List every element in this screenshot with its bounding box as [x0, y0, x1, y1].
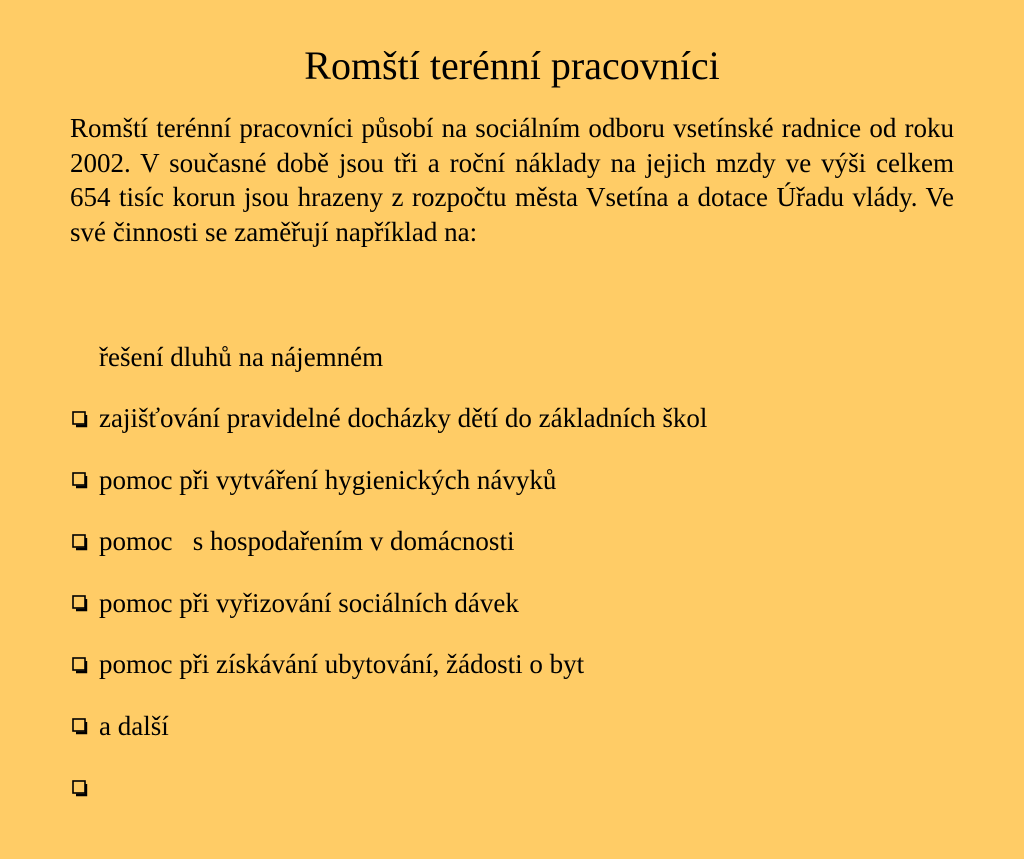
list-item	[70, 647, 954, 683]
hollow-square-bullet-icon	[72, 410, 89, 427]
intro-paragraph: Romští terénní pracovníci působí na sociálním odboru vsetínské radnice od roku 2002. V současné době jsou tři a roční náklady na jejich mzdy ve výši celkem 654 tisíc korun jsou hrazeny z rozpočtu města Vsetína a dotace Úřadu vlády. Ve své činnosti se zaměřují například na:	[70, 113, 954, 247]
list-item-text: pomoc při vyřizování sociálních dávek	[99, 587, 519, 618]
list-item-text: pomoc s hospodařením v domácnosti	[99, 526, 515, 556]
list-item	[70, 339, 954, 375]
list-item-text: pomoc při vytváření hygienických návyků	[99, 464, 557, 495]
list-item	[70, 708, 954, 744]
hollow-square-bullet-icon	[72, 472, 89, 489]
list-item-text: zajišťování pravidelné docházky dětí do základních škol	[99, 403, 708, 433]
list-item	[70, 585, 954, 621]
hollow-square-bullet-icon	[72, 656, 89, 673]
hollow-square-bullet-icon	[72, 718, 89, 735]
list-item-text: řešení dluhů na nájemném	[99, 341, 384, 372]
slide-title: Romští terénní pracovníci	[304, 43, 720, 88]
hollow-square-bullet-icon	[72, 533, 89, 550]
hollow-square-bullet-icon	[72, 349, 89, 366]
bullet-list	[70, 339, 954, 770]
list-item-text: a další	[99, 710, 169, 741]
list-item	[70, 524, 954, 560]
hollow-square-bullet-icon	[72, 595, 89, 612]
list-item-text: pomoc při získávání ubytování, žádosti o byt	[99, 649, 585, 679]
list-item	[70, 401, 954, 437]
list-item	[70, 462, 954, 498]
